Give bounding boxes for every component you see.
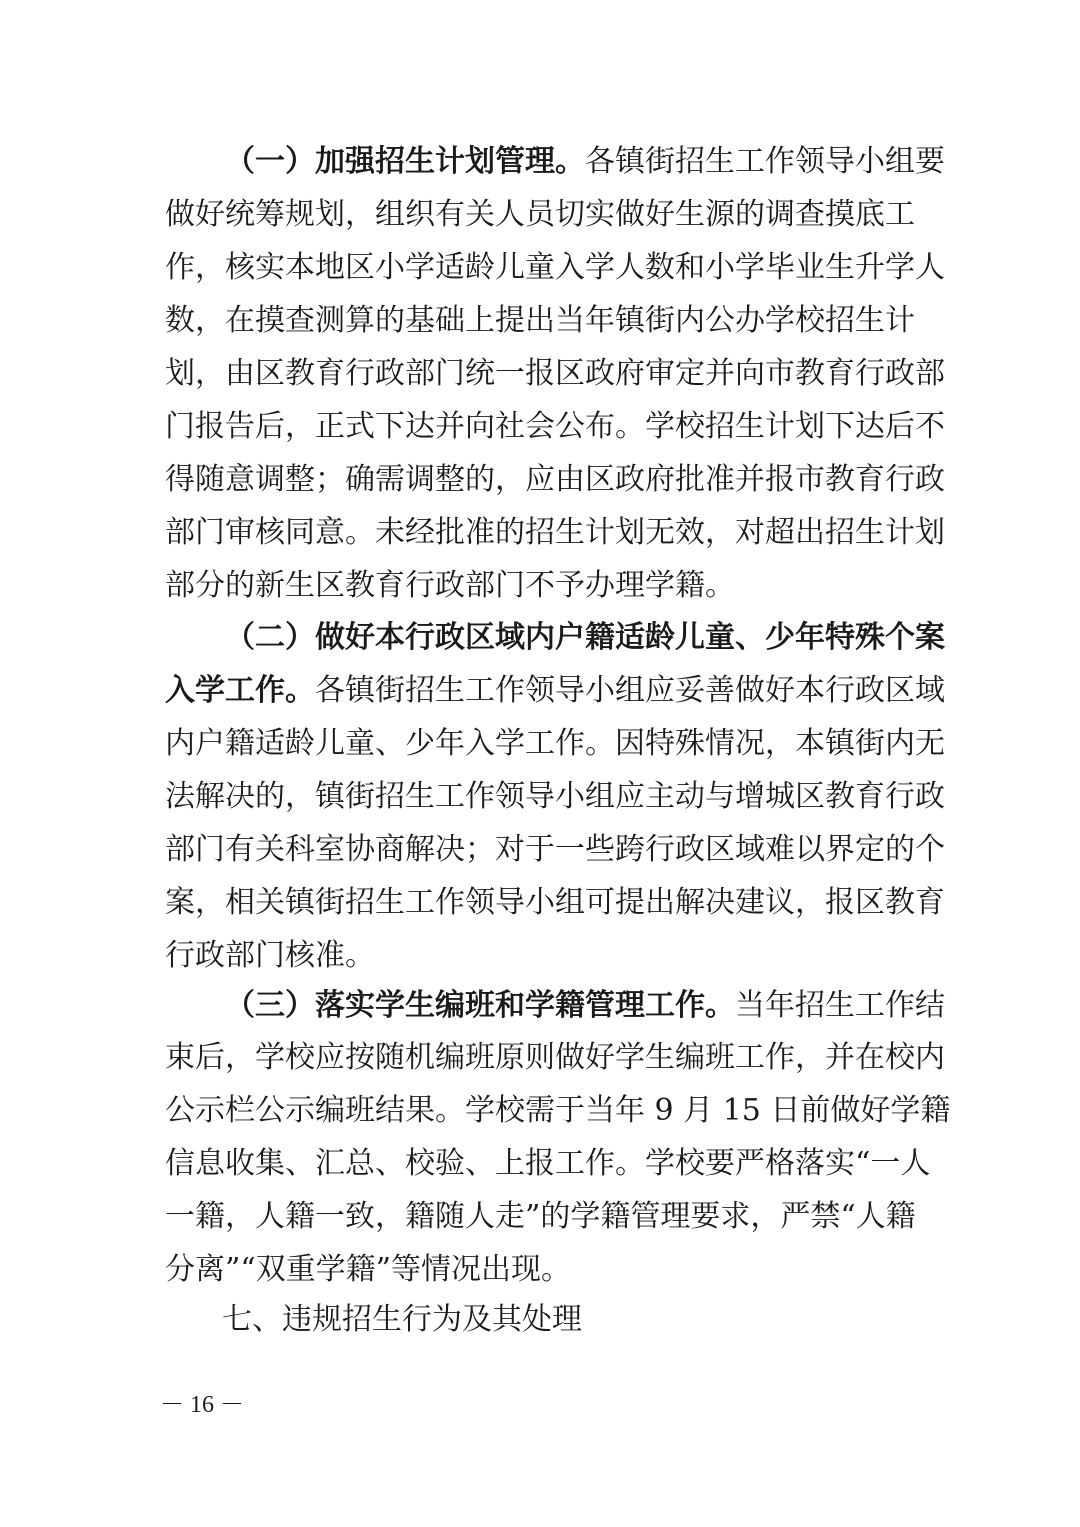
section3-line-2: 束后，学校应按随机编班原则做好学生编班工作，并在校内 xyxy=(165,1040,945,1075)
section3-line-3: 公示栏公示编班结果。学校需于当年 9 月 15 日前做好学籍 xyxy=(165,1093,951,1128)
section2-line-1 xyxy=(165,665,945,717)
section2-title-line-2: 入学工作。 xyxy=(165,673,315,708)
section1-line-1 xyxy=(225,136,945,188)
section1-line-8: 部门审核同意。未经批准的招生计划无效，对超出招生计划 xyxy=(165,515,945,550)
section1-title: （一）加强招生计划管理。 xyxy=(225,144,585,179)
section1-line-9: 部分的新生区教育行政部门不予办理学籍。 xyxy=(165,568,735,603)
section3-line-6: 分离”“双重学籍”等情况出现。 xyxy=(165,1252,572,1287)
section2-line-6: 行政部门核准。 xyxy=(165,938,375,973)
section2-text: 各镇街招生工作领导小组应妥善做好本行政区域 xyxy=(315,673,945,708)
section1-line-7: 得随意调整；确需调整的，应由区政府批准并报市教育行政 xyxy=(165,462,945,497)
section1-line-3: 作，核实本地区小学适龄儿童入学人数和小学毕业生升学人 xyxy=(165,250,945,285)
section2-line-4: 部门有关科室协商解决；对于一些跨行政区域难以界定的个 xyxy=(165,832,945,867)
section1-text: 各镇街招生工作领导小组要 xyxy=(585,144,945,179)
section2-line-2: 内户籍适龄儿童、少年入学工作。因特殊情况，本镇街内无 xyxy=(165,726,945,761)
section3-text: 当年招生工作结 xyxy=(735,988,945,1023)
section1-line-5: 划，由区教育行政部门统一报区政府审定并向市教育行政部 xyxy=(165,356,945,391)
section3-line-4: 信息收集、汇总、校验、上报工作。学校要严格落实“一人 xyxy=(165,1146,931,1181)
section3-line-1 xyxy=(225,980,945,1032)
section1-line-4: 数，在摸查测算的基础上提出当年镇街内公办学校招生计 xyxy=(165,303,915,338)
section7-heading: 七、违规招生行为及其处理 xyxy=(222,1302,582,1337)
section2-line-5: 案，相关镇街招生工作领导小组可提出解决建议，报区教育 xyxy=(165,885,945,920)
section1-line-2: 做好统筹规划，组织有关人员切实做好生源的调查摸底工 xyxy=(165,197,915,232)
section2-line-3: 法解决的，镇街招生工作领导小组应主动与增城区教育行政 xyxy=(165,779,945,814)
section3-line-5: 一籍，人籍一致，籍随人走”的学籍管理要求，严禁“人籍 xyxy=(165,1199,916,1234)
section3-title: （三）落实学生编班和学籍管理工作。 xyxy=(225,988,735,1023)
page-number: － 16 － xyxy=(160,1392,244,1418)
section2-title-line-1: （二）做好本行政区域内户籍适龄儿童、少年特殊个案 xyxy=(225,620,945,655)
section1-line-6: 门报告后，正式下达并向社会公布。学校招生计划下达后不 xyxy=(165,409,945,444)
